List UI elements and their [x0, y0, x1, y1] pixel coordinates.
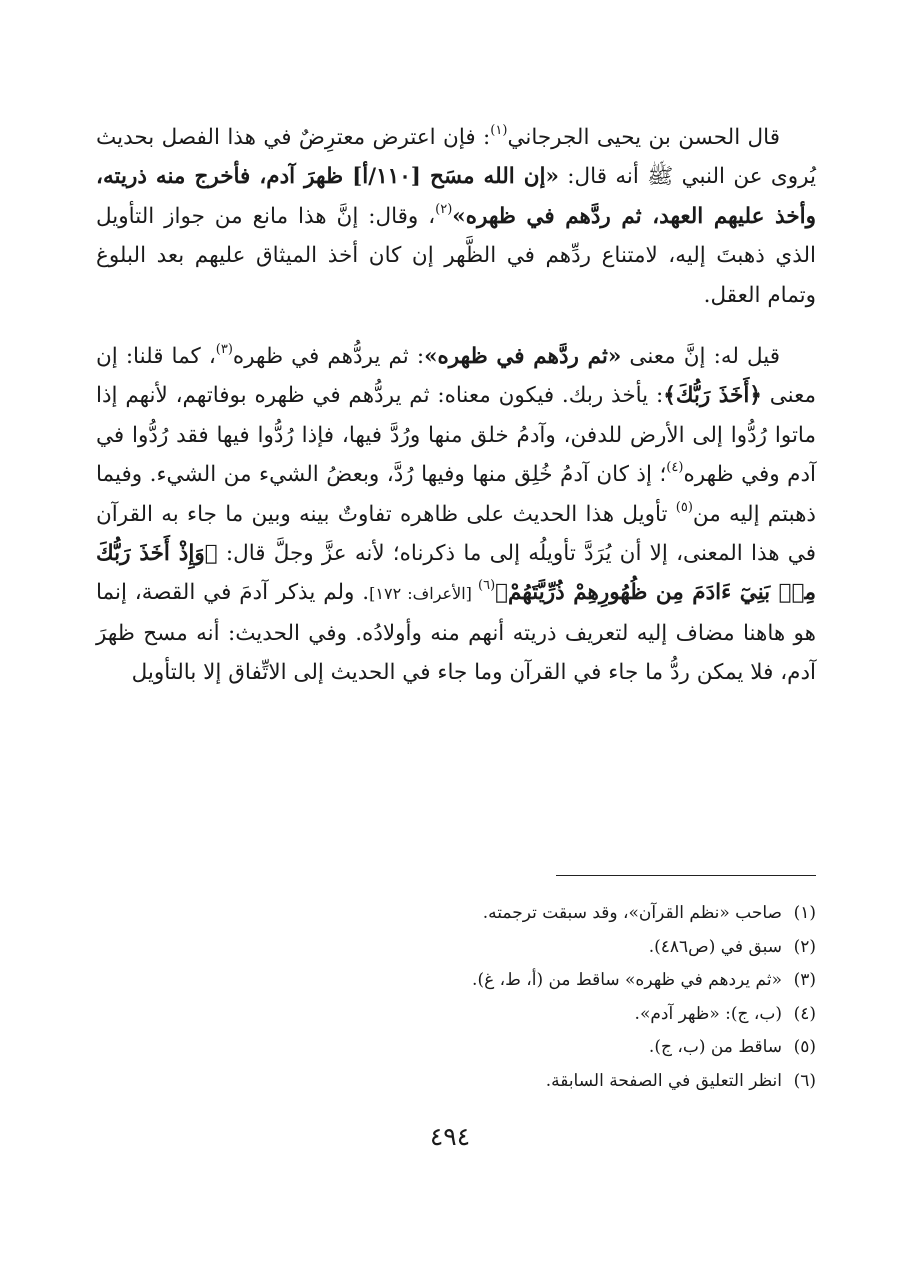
- footnote-5: (٥)ساقط من (ب، ج).: [648, 1037, 816, 1057]
- footnote-ref-5[interactable]: (٥): [675, 499, 693, 515]
- footnote-2: (٢)سبق في (ص٤٨٦).: [648, 936, 816, 957]
- footnote-1: (١)صاحب «نظم القرآن»، وقد سبقت ترجمته.: [482, 903, 816, 923]
- footnote-4: (٤)(ب، ج): «ظهر آدم».: [634, 1003, 816, 1024]
- footnote-ref-3[interactable]: (٣): [215, 341, 233, 357]
- quoted-phrase: «ثم ردَّهم في ظهره»: [424, 344, 622, 370]
- hadith-quote: «إن الله مسَح [١١٠/أ] ظهرَ آدم، فأخرج منه ذريته، وأخذ عليهم العهد، ثم ردَّهم في ظهره»: [96, 164, 816, 229]
- surah-reference: [الأعراف: ١٧٢]: [369, 584, 479, 604]
- paragraph-reply: قيل له: إنَّ معنى «ثم ردَّهم في ظهره»: ثم يردُّهم في ظهره$^{(٣)}$، كما قلنا: إن معنى ﴿أَخَذَ رَبُّكَ﴾: يأخذ ربك. فيكون معناه: ثم يردُّهم في ظهره بوفاتهم، لأنهم إذا ماتوا رُدُّوا إلى الأرض للدفن، وآدمُ خلق منها ورُدَّ فيها، فإذا رُدُّوا فيها فقد رُدُّوا في آدم وفي ظهره$^{(٤)}$؛ إذ كان آدمُ خُلِق منها وفيها رُدَّ، وبعضُ الشيء من الشيء. وفيما ذهبتم إليه من$^{(٥)}$ تأويل هذا الحديث على ظاهره تفاوتٌ بينه وبين ما جاء به القرآن في هذا المعنى، إلا أن يُرَدَّ تأويلُه إلى ما ذكرناه؛ لأنه عزَّ وجلَّ قال: ﴿وَإِذْ أَخَذَ رَبُّكَ مِنۢ بَنِيٓ ءَادَمَ مِن ظُهُورِهِمْ ذُرِّيَّتَهُمْ﴾$^{(٦)}$ [الأعراف: ١٧٢]. ولم يذكر آدمَ في القصة، إنما هو هاهنا مضاف إليه لتعريف ذريته أنهم منه وأولادُه. وفي الحديث: أنه مسح ظهرَ آدم، فلا يمكن ردُّ ما جاء في القرآن وما جاء في الحديث إلى الاتِّفاق إلا بالتأويل: [96, 341, 817, 686]
- footnote-3: (٣)«ثم يردهم في ظهره» ساقط من (أ، ط، غ).: [472, 970, 816, 990]
- footnote-ref-2[interactable]: (٢): [435, 201, 453, 217]
- footnote-6: (٦)انظر التعليق في الصفحة السابقة.: [545, 1070, 816, 1091]
- footnote-ref-4[interactable]: (٤): [666, 460, 684, 476]
- footnotes: [96, 897, 816, 1098]
- main-text: [96, 118, 816, 693]
- page-number: ٤٩٤: [429, 1122, 471, 1151]
- footnote-ref-1[interactable]: (١): [490, 122, 508, 138]
- quran-verse-short: ﴿أَخَذَ رَبُّكَ﴾: [663, 383, 762, 409]
- footnote-ref-6[interactable]: (٦): [478, 578, 496, 594]
- quran-verse-araf: ﴿وَإِذْ أَخَذَ رَبُّكَ مِنۢ بَنِيٓ ءَادَمَ مِن ظُهُورِهِمْ ذُرِّيَّتَهُمْ﴾: [96, 541, 816, 606]
- footnote-separator: [556, 875, 816, 876]
- paragraph-objection: قال الحسن بن يحيى الجرجاني$^{(١)}$: فإن اعترض معترِضٌ في هذا الفصل بحديث يُروى عن النبي ﷺ أنه قال: «إن الله مسَح [١١٠/أ] ظهرَ آدم، فأخرج منه ذريته، وأخذ عليهم العهد، ثم ردَّهم في ظهره»$^{(٢)}$، وقال: إنَّ هذا مانع من جواز التأويل الذي ذهبتَ إليه، لامتناع ردِّهم في الظَّهر إن كان أخذ الميثاق عليهم بعد البلوغ وتمام العقل.: [96, 122, 816, 308]
